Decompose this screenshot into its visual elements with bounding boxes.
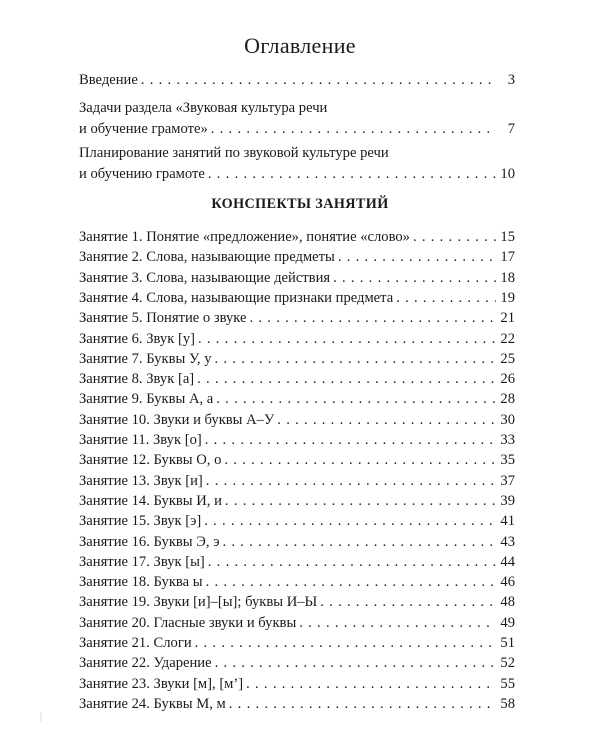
page-number: 44: [500, 553, 515, 570]
toc-entry-text: Занятие 1. Понятие «предложение», понятие «слово»: [79, 229, 410, 245]
dot-leader: [299, 613, 496, 634]
toc-entry-line: [79, 70, 515, 91]
page-number: 41: [500, 513, 515, 530]
page-number: 25: [500, 350, 515, 367]
page-number: 21: [500, 310, 515, 327]
lesson-entry[interactable]: [79, 592, 515, 613]
dot-leader: [195, 633, 496, 654]
dot-leader: [206, 572, 496, 593]
toc-entry-line: [79, 633, 515, 654]
lesson-entry[interactable]: [79, 613, 515, 634]
toc-entry-wrap-line: [79, 143, 515, 164]
toc-entry-line: [79, 532, 515, 553]
toc-entry-line: [79, 369, 515, 390]
dot-leader: [206, 471, 496, 492]
page-number: 10: [500, 166, 515, 182]
dot-leader: [413, 227, 496, 248]
dot-leader: [333, 268, 496, 289]
dot-leader: [229, 694, 496, 715]
dot-leader: [215, 349, 496, 370]
toc-entry-text: Задачи раздела «Звуковая культура речи: [79, 100, 328, 116]
dot-leader: [198, 329, 496, 350]
page-number: 22: [500, 330, 515, 347]
toc-entry-text: Занятие 9. Буквы А, а: [79, 391, 214, 408]
toc-entry-line: [79, 613, 515, 634]
toc-entry-text: Занятие 7. Буквы У, у: [79, 350, 212, 367]
toc-entry-text: Занятие 2. Слова, называющие предметы: [79, 249, 335, 266]
toc-entry-text: Занятие 18. Буква ы: [79, 574, 203, 591]
toc-entry[interactable]: [79, 143, 515, 185]
toc-entry-text: и обучение грамоте»: [79, 121, 208, 137]
page-number: 49: [500, 614, 515, 631]
page-title: Оглавление: [244, 33, 356, 58]
toc-entry-line: [79, 694, 515, 715]
toc-entry-line: [79, 552, 515, 573]
margin-mark: |: [40, 711, 43, 722]
toc-entry-text: Занятие 19. Звуки [и]–[ы]; буквы И–Ы: [79, 594, 318, 611]
toc-entry-text: Занятие 15. Звук [э]: [79, 513, 202, 530]
toc-entry-line: [79, 268, 515, 289]
dot-leader: [225, 491, 496, 512]
lesson-entry[interactable]: [79, 268, 515, 289]
toc-entry-text: Занятие 12. Буквы О, о: [79, 452, 222, 469]
page-number: 51: [500, 635, 515, 651]
toc-entry-line: [79, 491, 515, 512]
toc-entry-text: Занятие 10. Звуки и буквы А–У: [79, 411, 275, 428]
toc-entry-line: [79, 430, 515, 451]
page-number: 35: [500, 452, 515, 469]
dot-leader: [215, 653, 496, 674]
lesson-entry[interactable]: [79, 653, 515, 674]
dot-leader: [205, 430, 496, 451]
toc-entry-text: Занятие 5. Понятие о звуке: [79, 310, 247, 327]
toc-entry-text: Занятие 6. Звук [у]: [79, 330, 195, 347]
toc-entry-wrap-line: [79, 98, 515, 119]
toc-entry-line: [79, 288, 515, 309]
page-number: 28: [500, 391, 515, 408]
toc-entry-line: [79, 349, 515, 370]
toc-entry-line: [79, 389, 515, 410]
lesson-entry[interactable]: [79, 308, 515, 329]
page-number: 30: [500, 411, 515, 428]
page-number: 15: [500, 229, 515, 245]
page-number: 58: [500, 695, 515, 712]
toc-entry-text: Занятие 23. Звуки [м], [м’]: [79, 675, 244, 692]
page-number: 26: [500, 371, 515, 388]
page-number: 18: [500, 269, 515, 286]
page-number: 46: [500, 574, 515, 591]
lesson-entry[interactable]: [79, 572, 515, 593]
page-number: 17: [500, 249, 515, 266]
toc-entry-text: Занятие 20. Гласные звуки и буквы: [79, 614, 297, 631]
page-number: 48: [500, 594, 515, 611]
toc-entry-text: Занятие 3. Слова, называющие действия: [79, 269, 331, 286]
page-number: 55: [500, 675, 515, 692]
dot-leader: [338, 247, 496, 268]
page-number: 39: [500, 492, 515, 509]
toc-entry-line: [79, 410, 515, 431]
page-number: 33: [500, 432, 515, 448]
toc-entry-text: Занятие 21. Слоги: [79, 635, 192, 651]
lesson-entry[interactable]: [79, 329, 515, 350]
lesson-entry[interactable]: [79, 450, 515, 471]
toc-entry-text: Занятие 24. Буквы М, м: [79, 695, 226, 712]
lesson-entry[interactable]: [79, 694, 515, 715]
dot-leader: [320, 592, 496, 613]
toc-entry-line: [79, 227, 515, 248]
section-title: КОНСПЕКТЫ ЗАНЯТИЙ: [211, 196, 389, 212]
toc-entry-text: Занятие 17. Звук [ы]: [79, 553, 205, 570]
toc-entry-line: [79, 308, 515, 329]
toc-entry-text: Введение: [79, 72, 138, 88]
toc-entry[interactable]: [79, 70, 515, 91]
dot-leader: [246, 674, 496, 695]
dot-leader: [197, 369, 496, 390]
page-number: 52: [500, 655, 515, 672]
dot-leader: [216, 389, 496, 410]
dot-leader: [224, 450, 496, 471]
dot-leader: [250, 308, 497, 329]
page-number: 3: [507, 72, 515, 88]
lesson-entry[interactable]: [79, 491, 515, 512]
lesson-entry[interactable]: [79, 633, 515, 654]
toc-entry-line: [79, 247, 515, 268]
toc-entry-text: и обучению грамоте: [79, 166, 205, 182]
dot-leader: [204, 511, 496, 532]
lesson-entry[interactable]: [79, 227, 515, 248]
page-number: 43: [500, 533, 515, 550]
lesson-entry[interactable]: [79, 349, 515, 370]
toc-entry-line: [79, 572, 515, 593]
toc-entry-text: Занятие 11. Звук [о]: [79, 432, 202, 448]
toc-entry-line: [79, 450, 515, 471]
toc-entry-line: [79, 511, 515, 532]
toc-entry-line: [79, 329, 515, 350]
dot-leader: [211, 119, 496, 140]
toc-entry-line: [79, 674, 515, 695]
lesson-entry[interactable]: [79, 552, 515, 573]
toc-entry-line: [79, 653, 515, 674]
toc-entry-text: Занятие 14. Буквы И, и: [79, 492, 222, 509]
toc-entry-text: Занятие 4. Слова, называющие признаки предмета: [79, 289, 394, 306]
page-number: 19: [500, 289, 515, 306]
lesson-entry[interactable]: [79, 410, 515, 431]
lesson-entry[interactable]: [79, 532, 515, 553]
page-number: 37: [500, 472, 515, 489]
lesson-entry[interactable]: [79, 247, 515, 268]
dot-leader: [208, 164, 496, 185]
toc-entry-line: [79, 164, 515, 185]
lesson-entry[interactable]: [79, 674, 515, 695]
lesson-entry[interactable]: [79, 471, 515, 492]
lesson-entry[interactable]: [79, 511, 515, 532]
dot-leader: [222, 532, 496, 553]
dot-leader: [277, 410, 496, 431]
toc-entry-line: [79, 592, 515, 613]
dot-leader: [141, 70, 496, 91]
toc-entry-line: [79, 119, 515, 140]
lesson-entry[interactable]: [79, 389, 515, 410]
toc-entry-line: [79, 471, 515, 492]
toc-entry-text: Занятие 16. Буквы Э, э: [79, 533, 220, 550]
toc-entry-text: Занятие 22. Ударение: [79, 655, 212, 672]
toc-entry-text: Занятие 8. Звук [а]: [79, 371, 195, 388]
dot-leader: [208, 552, 496, 573]
page-number: 7: [507, 121, 515, 137]
toc-entry[interactable]: [79, 98, 515, 140]
toc-entry-text: Планирование занятий по звуковой культуре речи: [79, 145, 389, 161]
lesson-entry[interactable]: [79, 430, 515, 451]
toc-entry-text: Занятие 13. Звук [и]: [79, 472, 203, 489]
lesson-entry[interactable]: [79, 369, 515, 390]
dot-leader: [396, 288, 496, 309]
lesson-entry[interactable]: [79, 288, 515, 309]
